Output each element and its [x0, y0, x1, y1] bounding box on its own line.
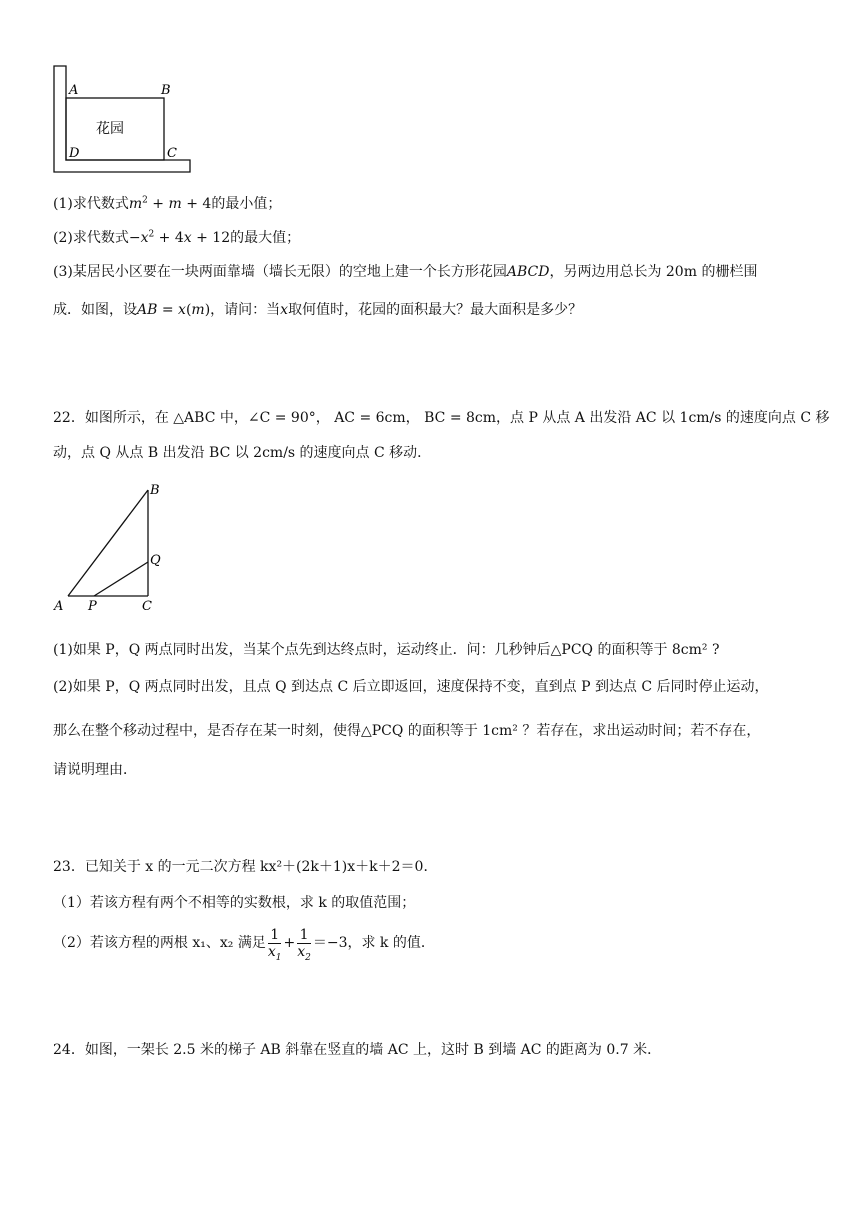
q21-part3-line1: (3)某居民小区要在一块两面靠墙（墙长无限）的空地上建一个长方形花园ABCD，另两边用总长为 20m 的栅栏围 — [53, 264, 758, 280]
tri-label-p: P — [88, 599, 97, 614]
tri-label-a: A — [54, 599, 64, 614]
garden-label-d: D — [69, 146, 80, 161]
segment-pq — [94, 562, 148, 596]
fraction-1-over-x1: $\frac{1}{x_1}$ — [267, 926, 282, 963]
q23-stem: 23．已知关于 x 的一元二次方程 kx²＋(2k＋1)x＋k＋2＝0． — [53, 859, 438, 875]
tri-label-b: B — [150, 483, 160, 498]
q23-part1: （1）若该方程有两个不相等的实数根，求 k 的取值范围； — [53, 895, 416, 911]
side-ab — [68, 490, 148, 596]
tri-label-q: Q — [150, 553, 161, 568]
garden-label-b: B — [161, 83, 171, 98]
q22-part2-line2: 那么在整个移动过程中，是否存在某一时刻，使得△PCQ 的面积等于 1cm² ？若存在，求出运动时间；若不存在， — [53, 723, 761, 739]
q21-part1: (1)求代数式$m^2 + m + 4$的最小值； — [53, 195, 282, 212]
q23-part2: （2）若该方程的两根 x₁、x₂ 满足 $\frac{1}{x_1}$ + $\frac{1}{x_2}$ ＝−3，求 k 的值． — [53, 926, 435, 963]
triangle-figure — [50, 478, 180, 618]
q22-part2-line1: (2)如果 P，Q 两点同时出发，且点 Q 到达点 C 后立即返回，速度保持不变，直到点 P 到达点 C 后同时停止运动， — [53, 679, 769, 695]
fraction-1-over-x2: $\frac{1}{x_2}$ — [297, 926, 311, 963]
tri-label-c: C — [142, 599, 152, 614]
q21-part2: (2)求代数式$-x^2 + 4x + 12$的最大值； — [53, 229, 301, 246]
q22-stem-line1: 22．如图所示，在 △ABC 中，∠C = 90°， AC = 6cm， BC = 8cm，点 P 从点 A 出发沿 AC 以 1cm/s 的速度向点 C 移 — [53, 410, 830, 426]
garden-label-a: A — [69, 83, 79, 98]
q22-part2-line3: 请说明理由． — [53, 762, 137, 778]
garden-label-c: C — [167, 146, 177, 161]
q22-part1: (1)如果 P，Q 两点同时出发，当某个点先到达终点时，运动终止．问：几秒钟后△PCQ 的面积等于 8cm² ? — [53, 642, 720, 658]
q22-stem-line2: 动，点 Q 从点 B 出发沿 BC 以 2cm/s 的速度向点 C 移动． — [53, 445, 432, 461]
garden-text: 花园 — [96, 121, 124, 137]
q24-stem: 24．如图，一架长 2.5 米的梯子 AB 斜靠在竖直的墙 AC 上，这时 B 到墙 AC 的距离为 0.7 米． — [53, 1042, 662, 1058]
q21-part3-line2: 成．如图，设AB = x(m)，请问：当x取何值时，花园的面积最大？最大面积是多少？ — [53, 302, 583, 318]
garden-figure — [50, 60, 195, 178]
